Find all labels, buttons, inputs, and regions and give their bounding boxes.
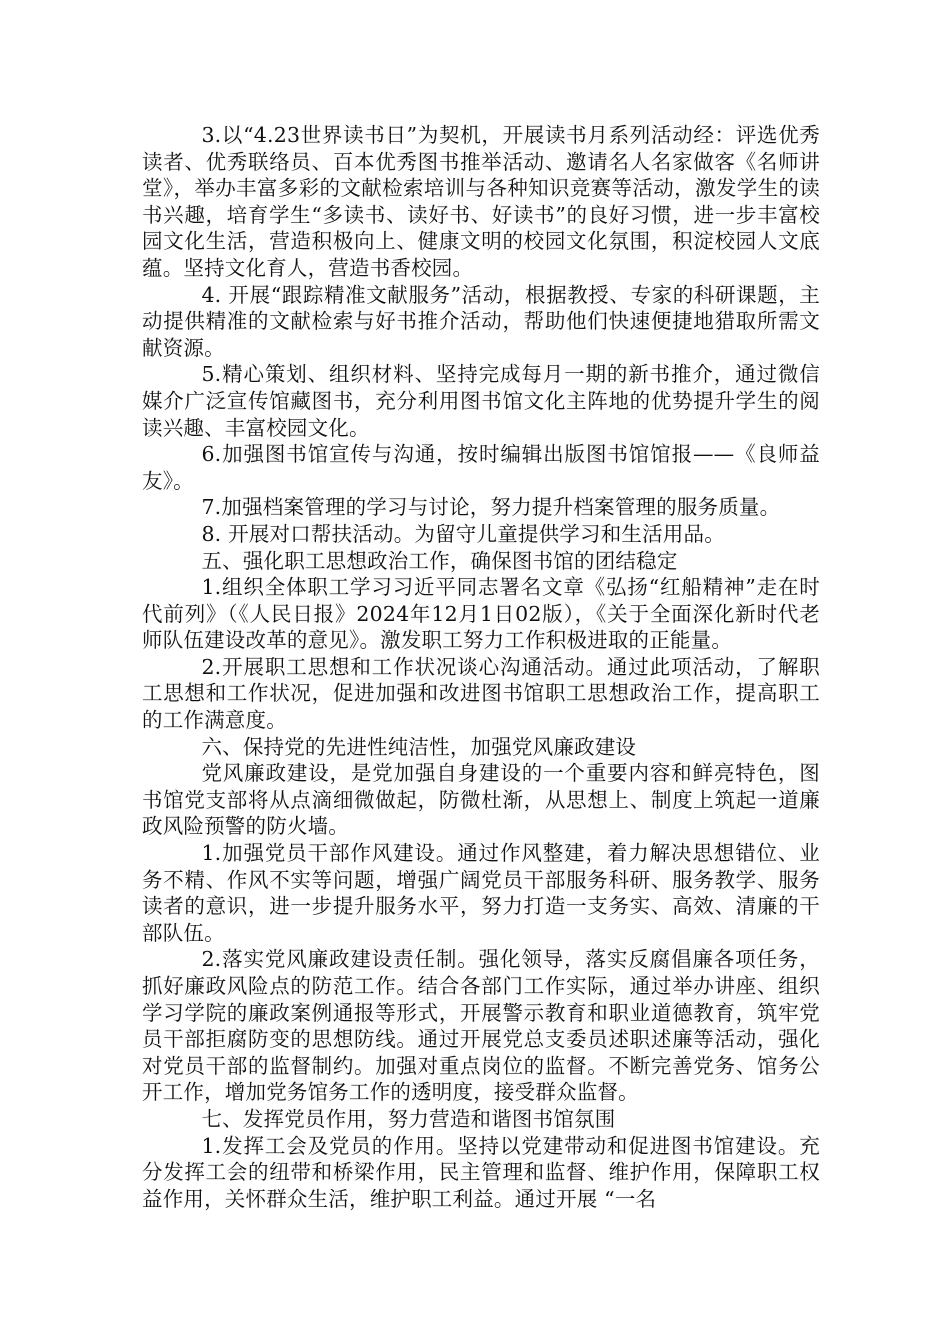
section-heading-seven: 七、发挥党员作用，努力营造和谐图书馆氛围 [201,1106,616,1131]
paragraph-integrity-intro: 党风廉政建设，是党加强自身建设的一个重要内容和鲜亮特色，图书馆党支部将从点滴细微做起，防微杜渐，从思想上、制度上筑起一道廉政风险预警的防火墙。 [142,761,820,839]
section-heading-six: 六、保持党的先进性纯洁性，加强党风廉政建设 [201,734,637,759]
paragraph-assistance-activity: 8. 开展对口帮扶活动。为留守儿童提供学习和生活用品。 [201,521,725,546]
paragraph-staff-communication: 2.开展职工思想和工作状况谈心沟通活动。通过此项活动，了解职工思想和工作状况，促进加强和改进图书馆职工思想政治工作，提高职工的工作满意度。 [142,654,820,733]
paragraph-cadre-style: 1.加强党员干部作风建设。通过作风整建，着力解决思想错位、业务不精、作风不实等问题，增强广阔党员干部服务科研、服务教学、服务读者的意识，进一步提升服务水平，努力打造一支务实、高效、清廉的干部队伍。 [142,841,820,945]
paragraph-archive-management: 7.加强档案管理的学习与讨论，努力提升档案管理的服务质量。 [201,495,781,520]
paragraph-responsibility-system: 2.落实党风廉政建设责任制。强化领导，落实反腐倡廉各项任务，抓好廉政风险点的防范工作。结合各部门工作实际，通过举办讲座、组织学习学院的廉政案例通报等形式，开展警示教育和职业道德教育，筑牢党员干部拒腐防变的思想防线。通过开展党总支委员述职述廉等活动，强化对党员干部的监督制约。加强对重点岗位的监督。不断完善党务、馆务公开工作，增加党务馆务工作的透明度，接受群众监督。 [142,947,820,1105]
paragraph-staff-study: 1.组织全体职工学习习近平同志署名文章《弘扬“红船精神”走在时代前列》（《人民日报》2024年12月1日02版），《关于全面深化新时代老师队伍建设改革的意见》。激发职工努力工作积极进取的正能量。 [142,575,820,653]
paragraph-new-book-promotion: 5.精心策划、组织材料、坚持完成每月一期的新书推介，通过微信媒介广泛宣传馆藏图书，充分利用图书馆文化主阵地的优势提升学生的阅读兴趣、丰富校园文化。 [142,362,820,440]
paragraph-union-role: 1.发挥工会及党员的作用。坚持以党建带动和促进图书馆建设。充分发挥工会的纽带和桥梁作用，民主管理和监督、维护作用，保障职工权益作用，关怀群众生活，维护职工利益。通过开展 “一名 [142,1133,820,1211]
paragraph-literature-service: 4. 开展“跟踪精准文献服务”活动，根据教授、专家的科研课题，主动提供精准的文献检索与好书推介活动，帮助他们快速便捷地猎取所需文献资源。 [142,282,820,360]
section-heading-five: 五、强化职工思想政治工作，确保图书馆的团结稳定 [201,548,678,573]
document-page [142,122,820,1212]
paragraph-reading-month: 3.以“4.23世界读书日”为契机，开展读书月系列活动经：评选优秀读者、优秀联络员、百本优秀图书推举活动、邀请名人名家做客《名师讲堂》，举办丰富多彩的文献检索培训与各种知识竞赛等活动，激发学生的读书兴趣，培育学生“多读书、读好书、好读书”的良好习惯，进一步丰富校园文化生活，营造积极向上、健康文明的校园文化氛围，积淀校园人文底蕴。坚持文化育人，营造书香校园。 [142,123,820,280]
paragraph-library-newsletter: 6.加强图书馆宣传与沟通，按时编辑出版图书馆馆报——《良师益友》。 [142,442,820,493]
